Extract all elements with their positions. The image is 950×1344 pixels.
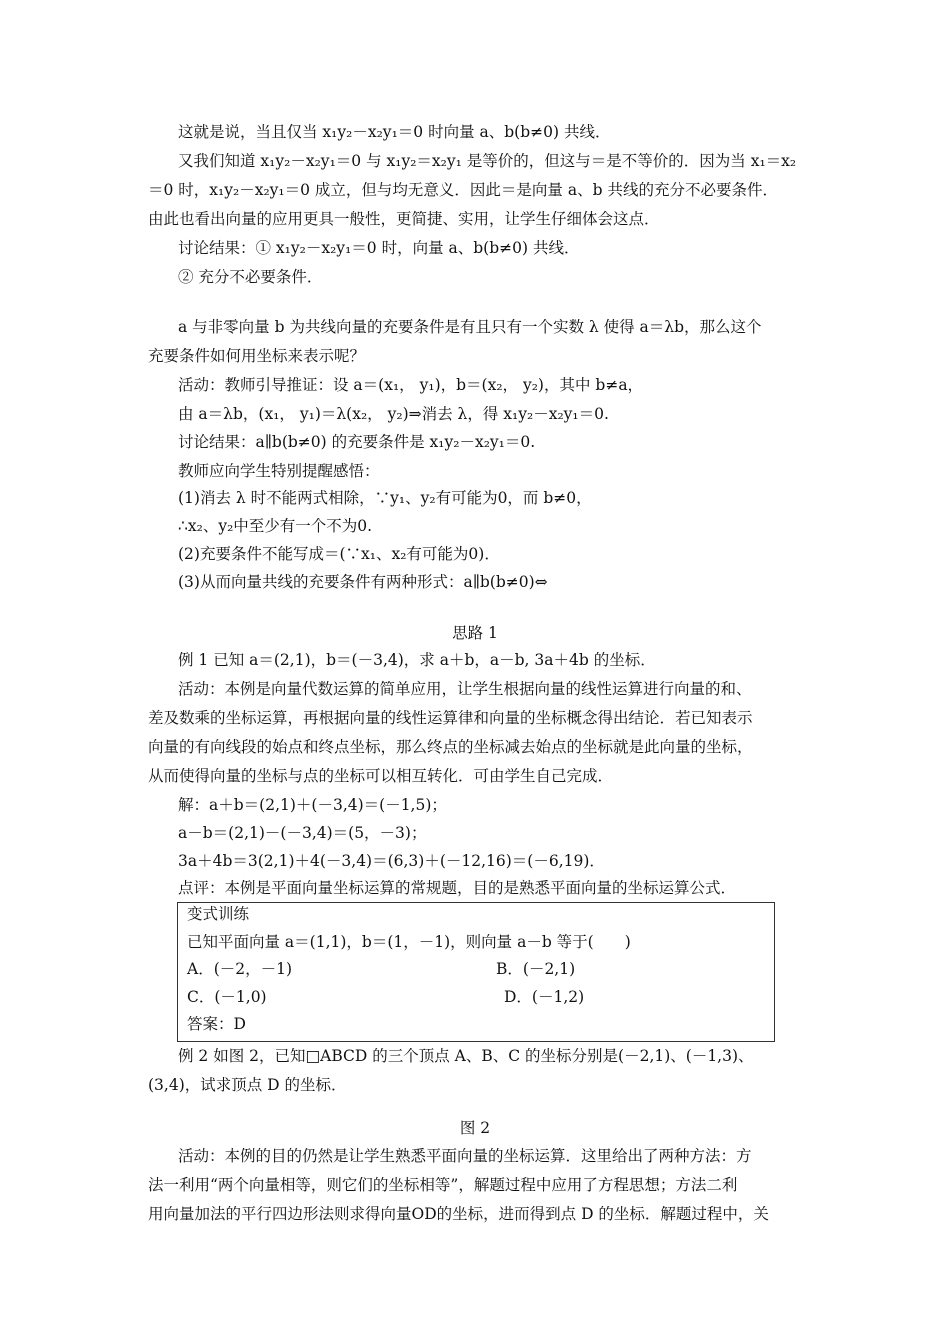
option-b: B．(－2,1) — [496, 960, 576, 978]
text-line: 讨论结果：a∥b(b≠0) 的充要条件是 x₁y₂－x₂y₁＝0. — [178, 433, 536, 451]
option-c: C．(－1,0) — [187, 988, 267, 1006]
text-line: 例 2 如图 2，已知□ABCD 的三个顶点 A、B、C 的坐标分别是(－2,1)、(－1,3)、 — [178, 1047, 754, 1065]
text-line: 充要条件如何用坐标来表示呢？ — [148, 347, 366, 365]
text-line: (1)消去 λ 时不能两式相除，∵y₁、y₂有可能为0，而 b≠0， — [178, 489, 592, 507]
text-line: 解：a＋b＝(2,1)＋(－3,4)＝(－1,5)； — [178, 796, 447, 814]
text-line: 由 a＝λb，(x₁， y₁)＝λ(x₂， y₂)⇒消去 λ，得 x₁y₂－x₂y₁＝0. — [178, 405, 609, 423]
text-line: 法一利用“两个向量相等，则它们的坐标相等”，解题过程中应用了方程思想；方法二利 — [148, 1176, 738, 1194]
text-line: 活动：本例的目的仍然是让学生熟悉平面向量的坐标运算．这里给出了两种方法：方 — [178, 1147, 752, 1165]
text-line: a－b＝(2,1)－(－3,4)＝(5，－3)； — [178, 824, 427, 842]
text-line: 差及数乘的坐标运算，再根据向量的线性运算律和向量的坐标概念得出结论．若已知表示 — [148, 709, 753, 727]
text-line: 活动：本例是向量代数运算的简单应用，让学生根据向量的线性运算进行向量的和、 — [178, 680, 752, 698]
section-heading: 思路 1 — [452, 624, 498, 642]
text-line: 3a＋4b＝3(2,1)＋4(－3,4)＝(6,3)＋(－12,16)＝(－6,19)． — [178, 852, 605, 870]
option-d: D．(－1,2) — [504, 988, 585, 1006]
exercise-question: 已知平面向量 a＝(1,1)，b＝(1，－1)，则向量 a－b 等于( ) — [187, 933, 631, 951]
text-line: (3)从而向量共线的充要条件有两种形式：a∥b(b≠0)⇔ — [178, 573, 548, 591]
text-line: 用向量加法的平行四边形法则求得向量OD的坐标，进而得到点 D 的坐标．解题过程中，关 — [148, 1205, 769, 1223]
exercise-box — [177, 902, 775, 1042]
figure-caption: 图 2 — [459, 1119, 491, 1137]
text-line: 这就是说，当且仅当 x₁y₂－x₂y₁＝0 时向量 a、b(b≠0) 共线． — [178, 123, 611, 141]
text-line: 活动：教师引导推证：设 a＝(x₁， y₁)，b＝(x₂， y₂)，其中 b≠a， — [178, 376, 644, 394]
text-line: 讨论结果：① x₁y₂－x₂y₁＝0 时，向量 a、b(b≠0) 共线． — [178, 239, 580, 257]
option-a: A．(－2，－1) — [187, 960, 293, 978]
text-line: a 与非零向量 b 为共线向量的充要条件是有且只有一个实数 λ 使得 a＝λb，那么这个 — [178, 318, 762, 336]
text-line: 教师应向学生特别提醒感悟： — [178, 462, 380, 480]
text-line: 从而使得向量的坐标与点的坐标可以相互转化．可由学生自己完成． — [148, 767, 614, 785]
exercise-answer: 答案：D — [187, 1015, 246, 1033]
text-line: ∴x₂、y₂中至少有一个不为0. — [178, 517, 373, 535]
text-line: 例 1 已知 a＝(2,1)，b＝(－3,4)，求 a＋b，a－b, 3a＋4b 的坐标． — [178, 651, 656, 669]
text-line: ＝0 时，x₁y₂－x₂y₁＝0 成立，但与均无意义．因此＝是向量 a、b 共线的充分不必要条件． — [148, 181, 778, 199]
text-line: (2)充要条件不能写成＝(∵x₁、x₂有可能为0)． — [178, 545, 500, 563]
text-line: (3,4)，试求顶点 D 的坐标． — [148, 1076, 347, 1094]
text-line: 由此也看出向量的应用更具一般性，更简捷、实用，让学生仔细体会这点． — [148, 210, 660, 228]
text-line: 向量的有向线段的始点和终点坐标，那么终点的坐标减去始点的坐标就是此向量的坐标， — [148, 738, 753, 756]
text-line: 点评：本例是平面向量坐标运算的常规题，目的是熟悉平面向量的坐标运算公式． — [178, 879, 737, 897]
text-line: 又我们知道 x₁y₂－x₂y₁＝0 与 x₁y₂＝x₂y₁ 是等价的，但这与＝是不等价的．因为当 x₁＝x₂ — [178, 152, 797, 170]
text-line: ② 充分不必要条件． — [178, 268, 323, 286]
exercise-title: 变式训练 — [187, 905, 250, 923]
